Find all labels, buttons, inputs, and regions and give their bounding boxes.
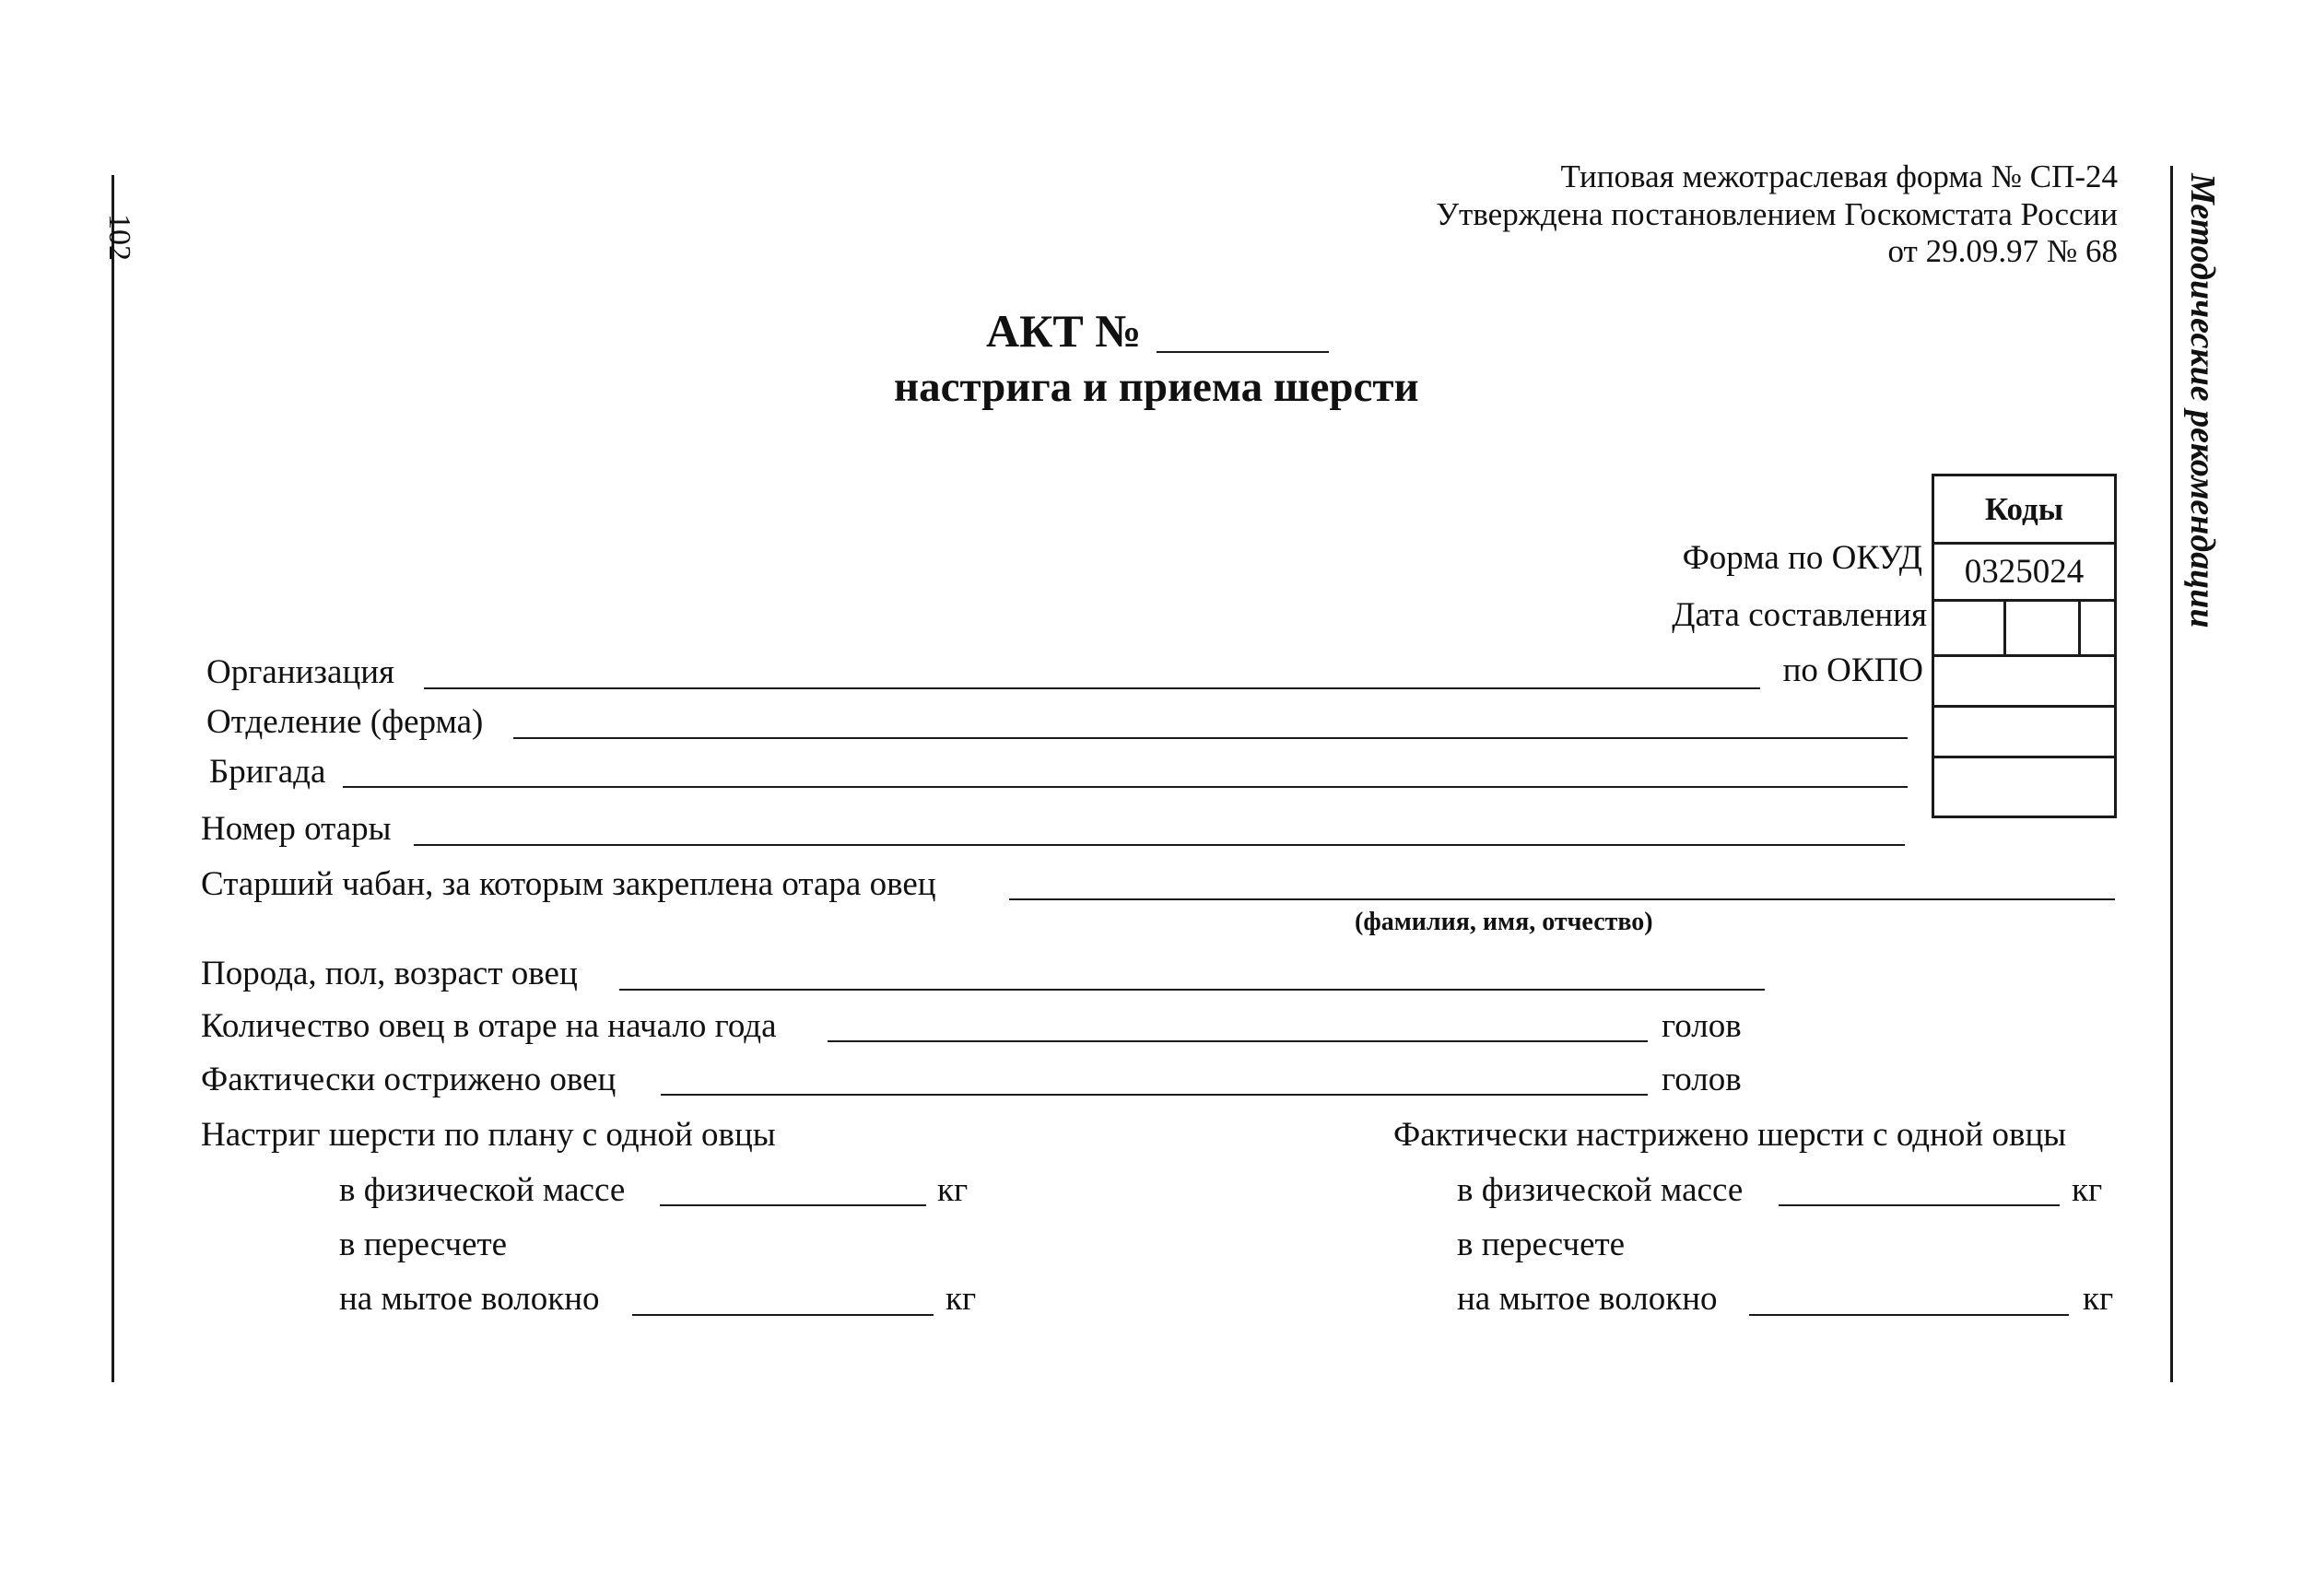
brigade-field[interactable] <box>343 786 1908 788</box>
approval-date: от 29.09.97 № 68 <box>1887 233 2118 269</box>
date-label: Дата составления <box>1672 596 1927 634</box>
department-field[interactable] <box>513 737 1908 739</box>
actual-washed-unit: кг <box>2083 1280 2114 1318</box>
plan-recalc-label: в пересчете <box>339 1226 508 1263</box>
form-type: Типовая межотраслевая форма № СП-24 <box>1560 158 2118 194</box>
actual-recalc-label: в пересчете <box>1457 1226 1626 1263</box>
actual-washed-label: на мытое волокно <box>1457 1280 1718 1318</box>
act-title: АКТ № <box>986 305 1142 357</box>
date-cells <box>1934 602 2114 657</box>
date-month-cell[interactable] <box>2006 602 2081 654</box>
okpo-label: по ОКПО <box>1782 651 1923 689</box>
count-start-label: Количество овец в отаре на начало года <box>201 1007 777 1045</box>
plan-washed-unit: кг <box>946 1280 977 1318</box>
act-number-line <box>1157 351 1329 353</box>
brigade-code-cell[interactable] <box>1934 758 2114 816</box>
okud-code: 0325024 <box>1934 545 2114 602</box>
organization-field[interactable] <box>424 687 1760 689</box>
plan-physical-unit: кг <box>937 1171 969 1209</box>
codes-table <box>1932 474 2117 818</box>
count-start-field[interactable] <box>828 1040 1648 1042</box>
sheared-label: Фактически острижено овец <box>201 1061 617 1098</box>
sheared-field[interactable] <box>661 1094 1648 1096</box>
count-start-unit: голов <box>1662 1007 1742 1045</box>
flock-number-field[interactable] <box>414 844 1905 846</box>
actual-physical-label: в физической массе <box>1457 1171 1744 1209</box>
breed-label: Порода, пол, возраст овец <box>201 955 578 992</box>
department-label: Отделение (ферма) <box>206 703 484 741</box>
okpo-code-cell[interactable] <box>1934 657 2114 708</box>
senior-shepherd-field[interactable] <box>1009 898 2115 900</box>
breed-field[interactable] <box>619 989 1765 991</box>
left-margin-line <box>112 175 114 1382</box>
approval-line: Утверждена постановлением Госкомстата России <box>1436 196 2118 232</box>
okud-label: Форма по ОКУД <box>1682 539 1922 577</box>
plan-heading: Настриг шерсти по плану с одной овцы <box>201 1116 776 1154</box>
sheared-unit: голов <box>1662 1061 1742 1098</box>
plan-washed-label: на мытое волокно <box>339 1280 600 1318</box>
plan-washed-field[interactable] <box>632 1314 934 1316</box>
plan-physical-label: в физической массе <box>339 1171 626 1209</box>
actual-heading: Фактически настрижено шерсти с одной овцы <box>1393 1116 2067 1154</box>
department-code-cell[interactable] <box>1934 708 2114 758</box>
date-day-cell[interactable] <box>1934 602 2006 654</box>
plan-physical-field[interactable] <box>660 1204 926 1206</box>
actual-washed-field[interactable] <box>1749 1314 2069 1316</box>
date-year-cell[interactable] <box>2081 602 2114 654</box>
actual-physical-unit: кг <box>2072 1171 2103 1209</box>
brigade-label: Бригада <box>209 753 326 791</box>
senior-shepherd-label: Старший чабан, за которым закреплена отара овец <box>201 865 936 903</box>
actual-physical-field[interactable] <box>1779 1204 2060 1206</box>
organization-label: Организация <box>206 653 395 691</box>
right-margin-line <box>2170 166 2173 1382</box>
act-subtitle: настрига и приема шерсти <box>894 363 1419 411</box>
flock-number-label: Номер отары <box>201 810 392 848</box>
shepherd-hint: (фамилия, имя, отчество) <box>1355 908 1653 936</box>
codes-header: Коды <box>1934 476 2114 545</box>
